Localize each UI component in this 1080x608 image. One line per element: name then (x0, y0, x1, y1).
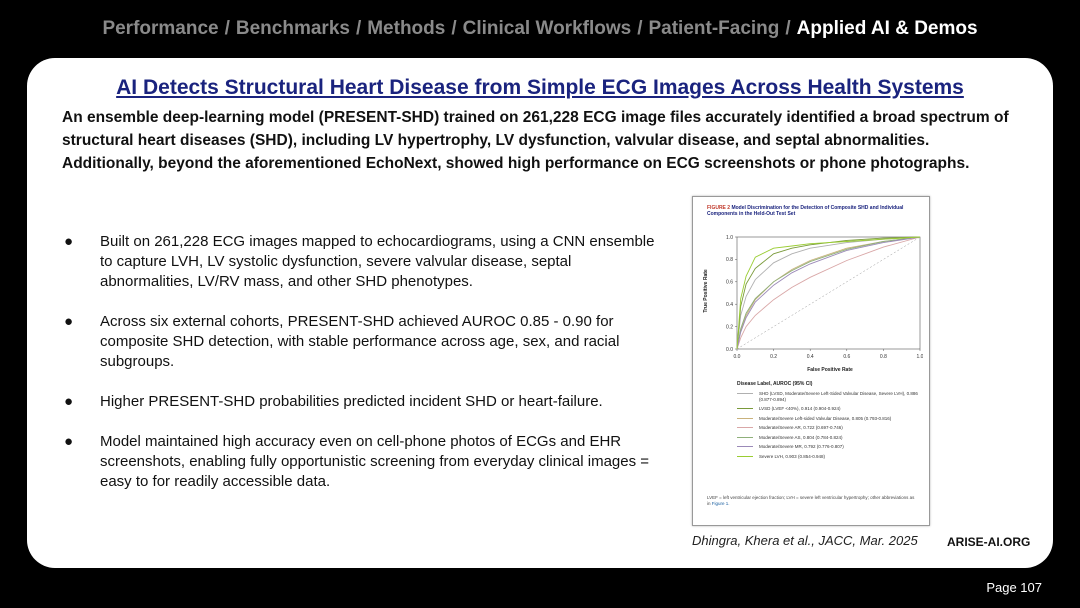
breadcrumb-separator: / (637, 18, 643, 39)
lead-paragraph: An ensemble deep-learning model (PRESENT-SHD) trained on 261,228 ECG image files accurately identified a broad spectrum of structural heart diseases (SHD), including LV hypertrophy, LV dysfunction, valvular disease, and septal abnormalities. Additionally, beyond the aforementioned EchoNext, showed high performance on ECG screenshots or phone photographs. (62, 109, 1009, 172)
bullet-item (62, 232, 662, 292)
legend-label: LVSD (LVEF <40%), 0.914 (0.904-0.924) (759, 406, 841, 411)
legend-label: Severe LVH, 0.903 (0.854-0.948) (759, 453, 825, 459)
legend-item (737, 444, 922, 450)
figure-tag: FIGURE 2 (707, 205, 731, 211)
x-tick-label: 0.6 (843, 354, 851, 360)
figure-note (707, 495, 917, 506)
legend-swatch (737, 408, 753, 409)
legend-title: Disease Label, AUROC (95% CI) (737, 381, 813, 387)
x-tick-label: 0.2 (770, 354, 778, 360)
legend-swatch (737, 437, 753, 438)
legend-item (737, 416, 922, 422)
bullet-marker: ● (64, 433, 74, 450)
breadcrumb (0, 18, 1080, 40)
bullet-text: Higher PRESENT-SHD probabilities predicted incident SHD or heart-failure. (100, 393, 603, 410)
x-tick-label: 0.0 (733, 354, 741, 360)
breadcrumb-item[interactable]: Performance (102, 18, 219, 39)
y-tick-label: 0.8 (726, 257, 733, 264)
bullet-item (62, 312, 662, 372)
chart-legend (737, 391, 922, 463)
figure-caption-text: Model Discrimination for the Detection of Composite SHD and Individual Components in the Held-Out Test Set (707, 205, 904, 217)
breadcrumb-separator: / (224, 18, 230, 39)
x-tick-label: 0.8 (879, 354, 887, 360)
legend-label: Moderate/Severe Left-sided Valvular Disease, 0.805 (0.793-0.816) (759, 415, 892, 421)
x-tick-label: 1.0 (916, 354, 923, 360)
y-tick-label: 0.2 (726, 324, 733, 331)
legend-swatch (737, 418, 753, 419)
x-tick-label: 0.4 (806, 354, 814, 360)
roc-chart (701, 225, 923, 377)
bullet-text: Across six external cohorts, PRESENT-SHD achieved AUROC 0.85 - 0.90 for composite SHD detection, with stable performance across age, sex, and racial subgroups. (100, 313, 620, 370)
org-logo-text[interactable]: ARISE-AI.ORG (947, 535, 1031, 549)
legend-label: Moderate/Severe AR, 0.722 (0.697-0.746) (759, 425, 843, 430)
citation: Dhingra, Khera et al., JACC, Mar. 2025 (692, 533, 918, 548)
legend-item (737, 391, 922, 402)
bullet-marker: ● (64, 233, 74, 250)
y-tick-label: 1.0 (726, 234, 733, 241)
breadcrumb-separator: / (785, 18, 791, 39)
bullet-text: Model maintained high accuracy even on cell-phone photos of ECGs and EHR screenshots, enabling fully opportunistic screening from everyday clinical images = easy to for readily accessible data. (100, 433, 650, 490)
roc-figure (692, 196, 930, 526)
bullet-marker: ● (64, 313, 74, 330)
breadcrumb-item[interactable]: Patient-Facing (648, 18, 780, 39)
legend-swatch (737, 393, 753, 394)
y-tick-label: 0.0 (726, 346, 733, 353)
legend-item (737, 425, 922, 431)
figure-note-text: LVEF = left ventricular ejection fraction; LVH = severe left ventricular hypertrophy; other abbreviations as in (707, 495, 915, 506)
legend-label: Moderate/Severe AS, 0.804 (0.784-0.824) (759, 434, 843, 440)
legend-item (737, 454, 922, 460)
bullet-item (62, 432, 662, 492)
slide-title: AI Detects Structural Heart Disease from Simple ECG Images Across Health Systems (116, 76, 964, 99)
legend-swatch (737, 446, 753, 447)
y-tick-label: 0.6 (726, 279, 733, 286)
breadcrumb-separator: / (355, 18, 362, 39)
breadcrumb-item[interactable]: Methods (367, 18, 446, 39)
legend-item (737, 406, 922, 412)
legend-swatch (737, 427, 753, 428)
bullet-item (62, 392, 662, 412)
legend-item (737, 435, 922, 441)
breadcrumb-item[interactable]: Clinical Workflows (462, 18, 632, 39)
page-number: Page 107 (986, 580, 1042, 595)
figure-caption (707, 205, 917, 217)
breadcrumb-item[interactable]: Benchmarks (235, 18, 350, 39)
legend-label: Moderate/Severe MR, 0.792 (0.776-0.807) (759, 444, 844, 449)
breadcrumb-separator: / (451, 18, 457, 39)
x-axis-label: False Positive Rate (807, 367, 853, 373)
bullet-marker: ● (64, 393, 74, 410)
figure-note-ref: Figure 1. (711, 500, 730, 506)
legend-swatch (737, 456, 753, 457)
bullet-list (62, 232, 662, 512)
y-tick-label: 0.4 (726, 302, 733, 308)
legend-label: SHD (LVSD, Moderate/Severe Left-Sided Valvular Disease, Severe LVH), 0.886 (0.877-0.894) (759, 391, 918, 402)
breadcrumb-current: Applied AI & Demos (796, 18, 978, 39)
bullet-text: Built on 261,228 ECG images mapped to echocardiograms, using a CNN ensemble to capture LVH, LV systolic dysfunction, severe valvular disease, septal abnormalities, LV/RV mass, and other SHD phenotypes. (100, 233, 655, 290)
y-axis-label: True Positive Rate (703, 269, 709, 313)
